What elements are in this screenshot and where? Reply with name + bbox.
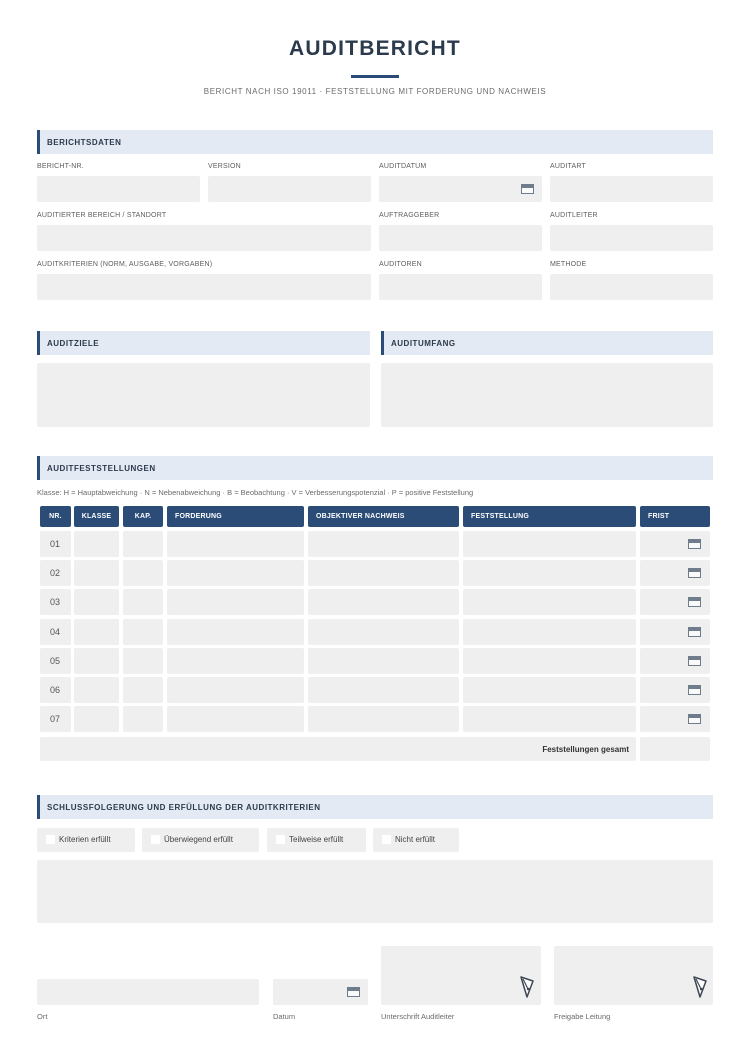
nachweis-cell[interactable] xyxy=(308,531,459,557)
checkbox[interactable] xyxy=(151,835,160,844)
feststellung-cell[interactable] xyxy=(463,706,636,732)
frist-cell[interactable] xyxy=(640,677,710,703)
kriterien-field[interactable] xyxy=(37,274,371,300)
calendar-icon[interactable] xyxy=(688,656,701,666)
klasse-cell[interactable] xyxy=(74,648,119,674)
frist-cell[interactable] xyxy=(640,589,710,615)
section-header-feststellungen xyxy=(37,456,713,480)
option-label: Kriterien erfüllt xyxy=(59,835,111,844)
calendar-icon[interactable] xyxy=(688,539,701,549)
option-label: Nicht erfüllt xyxy=(395,835,436,844)
class-legend: Klasse: H = Hauptabweichung · N = Nebenabweichung · B = Beobachtung · V = Verbesserungspotenzial · P = positive Feststellung xyxy=(37,488,474,497)
calendar-icon[interactable] xyxy=(521,184,534,194)
auditoren-field[interactable] xyxy=(379,274,542,300)
label-methode: METHODE xyxy=(550,261,587,268)
checkbox[interactable] xyxy=(46,835,55,844)
row-number: 06 xyxy=(50,685,61,695)
total-label-cell xyxy=(40,737,636,761)
row-number: 02 xyxy=(50,568,61,578)
label-auftraggeber: AUFTRAGGEBER xyxy=(379,212,440,219)
feststellung-cell[interactable] xyxy=(463,531,636,557)
column-header-label: NR. xyxy=(49,513,62,520)
column-header-frist xyxy=(640,506,710,527)
pen-nib-icon xyxy=(693,976,707,998)
nachweis-cell[interactable] xyxy=(308,706,459,732)
label-auditdatum: AUDITDATUM xyxy=(379,163,427,170)
label-bericht-nr: BERICHT-NR. xyxy=(37,163,84,170)
row-number-cell xyxy=(40,677,71,703)
frist-cell[interactable] xyxy=(640,560,710,586)
option-nicht-erfuellt[interactable] xyxy=(373,828,459,852)
klasse-cell[interactable] xyxy=(74,706,119,732)
nachweis-cell[interactable] xyxy=(308,589,459,615)
section-header-schluss xyxy=(37,795,713,819)
column-header-label: FRIST xyxy=(648,513,670,520)
column-header-forderung xyxy=(167,506,304,527)
option-teilweise-erfuellt[interactable] xyxy=(267,828,366,852)
kap-cell[interactable] xyxy=(123,619,163,645)
nachweis-cell[interactable] xyxy=(308,619,459,645)
page-subtitle: BERICHT NACH ISO 19011 · FESTSTELLUNG MIT FORDERUNG UND NACHWEIS xyxy=(203,87,547,96)
version-field[interactable] xyxy=(208,176,371,202)
row-number-cell xyxy=(40,531,71,557)
column-header-label: FORDERUNG xyxy=(175,513,222,520)
label-auditleiter: AUDITLEITER xyxy=(550,212,598,219)
section-title: AUDITZIELE xyxy=(47,339,100,348)
datum-field[interactable] xyxy=(273,979,368,1005)
feststellung-cell[interactable] xyxy=(463,648,636,674)
ort-label: Ort xyxy=(37,1012,48,1021)
section-title: SCHLUSSFOLGERUNG UND ERFÜLLUNG DER AUDITKRITERIEN xyxy=(47,803,321,812)
option-label: Überwiegend erfüllt xyxy=(164,835,233,844)
signature-auditleiter-field[interactable] xyxy=(381,946,541,1005)
section-header-auditumfang xyxy=(381,331,713,355)
kap-cell[interactable] xyxy=(123,560,163,586)
option-kriterien-erfuellt[interactable] xyxy=(37,828,135,852)
column-header-kap xyxy=(123,506,163,527)
label-auditoren: AUDITOREN xyxy=(379,261,422,268)
section-title: AUDITFESTSTELLUNGEN xyxy=(47,464,156,473)
pen-nib-icon xyxy=(520,976,534,998)
auditziele-textarea[interactable] xyxy=(37,363,370,427)
column-header-klasse xyxy=(74,506,119,527)
label-bereich: AUDITIERTER BEREICH / STANDORT xyxy=(37,212,167,219)
forderung-cell[interactable] xyxy=(167,677,304,703)
klasse-cell[interactable] xyxy=(74,560,119,586)
checkbox[interactable] xyxy=(382,835,391,844)
schluss-textarea[interactable] xyxy=(37,860,713,923)
column-header-nr xyxy=(40,506,71,527)
column-header-label: FESTSTELLUNG xyxy=(471,513,530,520)
bereich-field[interactable] xyxy=(37,225,371,251)
klasse-cell[interactable] xyxy=(74,619,119,645)
calendar-icon[interactable] xyxy=(688,685,701,695)
row-number: 04 xyxy=(50,627,61,637)
column-header-label: KAP. xyxy=(134,513,152,520)
column-header-feststellung xyxy=(463,506,636,527)
nachweis-cell[interactable] xyxy=(308,560,459,586)
forderung-cell[interactable] xyxy=(167,648,304,674)
section-title: BERICHTSDATEN xyxy=(47,138,122,147)
calendar-icon[interactable] xyxy=(688,568,701,578)
total-value-field[interactable] xyxy=(640,737,710,761)
row-number-cell xyxy=(40,589,71,615)
calendar-icon[interactable] xyxy=(347,987,360,997)
klasse-cell[interactable] xyxy=(74,589,119,615)
methode-field[interactable] xyxy=(550,274,713,300)
feststellung-cell[interactable] xyxy=(463,560,636,586)
kap-cell[interactable] xyxy=(123,677,163,703)
label-version: VERSION xyxy=(208,163,241,170)
row-number-cell xyxy=(40,706,71,732)
nachweis-cell[interactable] xyxy=(308,677,459,703)
label-auditart: AUDITART xyxy=(550,163,586,170)
klasse-cell[interactable] xyxy=(74,531,119,557)
forderung-cell[interactable] xyxy=(167,531,304,557)
forderung-cell[interactable] xyxy=(167,560,304,586)
label-kriterien: AUDITKRITERIEN (NORM, AUSGABE, VORGABEN) xyxy=(37,261,213,268)
row-number: 03 xyxy=(50,597,61,607)
section-header-berichtsdaten xyxy=(37,130,713,154)
title-divider xyxy=(351,75,399,78)
klasse-cell[interactable] xyxy=(74,677,119,703)
section-header-auditziele xyxy=(37,331,370,355)
option-ueberwiegend-erfuellt[interactable] xyxy=(142,828,259,852)
forderung-cell[interactable] xyxy=(167,706,304,732)
total-label: Feststellungen gesamt xyxy=(542,745,629,754)
frist-cell[interactable] xyxy=(640,531,710,557)
feststellung-cell[interactable] xyxy=(463,677,636,703)
auditleiter-field[interactable] xyxy=(550,225,713,251)
bericht-nr-field[interactable] xyxy=(37,176,200,202)
checkbox[interactable] xyxy=(276,835,285,844)
auditumfang-textarea[interactable] xyxy=(381,363,713,427)
freigabe-label: Freigabe Leitung xyxy=(554,1012,611,1021)
feststellung-cell[interactable] xyxy=(463,589,636,615)
frist-cell[interactable] xyxy=(640,619,710,645)
forderung-cell[interactable] xyxy=(167,589,304,615)
section-title: AUDITUMFANG xyxy=(391,339,456,348)
column-header-label: KLASSE xyxy=(81,513,112,520)
signature-freigabe-field[interactable] xyxy=(554,946,713,1005)
ort-field[interactable] xyxy=(37,979,259,1005)
row-number: 07 xyxy=(50,714,61,724)
kap-cell[interactable] xyxy=(123,531,163,557)
column-header-nachweis xyxy=(308,506,459,527)
calendar-icon[interactable] xyxy=(688,597,701,607)
kap-cell[interactable] xyxy=(123,648,163,674)
option-label: Teilweise erfüllt xyxy=(289,835,344,844)
row-number-cell xyxy=(40,619,71,645)
row-number: 05 xyxy=(50,656,61,666)
kap-cell[interactable] xyxy=(123,706,163,732)
row-number-cell xyxy=(40,560,71,586)
kap-cell[interactable] xyxy=(123,589,163,615)
nachweis-cell[interactable] xyxy=(308,648,459,674)
calendar-icon[interactable] xyxy=(688,627,701,637)
calendar-icon[interactable] xyxy=(688,714,701,724)
auditart-field[interactable] xyxy=(550,176,713,202)
auditdatum-field[interactable] xyxy=(379,176,542,202)
forderung-cell[interactable] xyxy=(167,619,304,645)
auftraggeber-field[interactable] xyxy=(379,225,542,251)
frist-cell[interactable] xyxy=(640,706,710,732)
frist-cell[interactable] xyxy=(640,648,710,674)
column-header-label: OBJEKTIVER NACHWEIS xyxy=(316,513,405,520)
datum-label: Datum xyxy=(273,1012,296,1021)
row-number: 01 xyxy=(50,539,61,549)
feststellung-cell[interactable] xyxy=(463,619,636,645)
page-title: AUDITBERICHT xyxy=(289,37,461,60)
row-number-cell xyxy=(40,648,71,674)
unterschrift-label: Unterschrift Auditleiter xyxy=(381,1012,455,1021)
